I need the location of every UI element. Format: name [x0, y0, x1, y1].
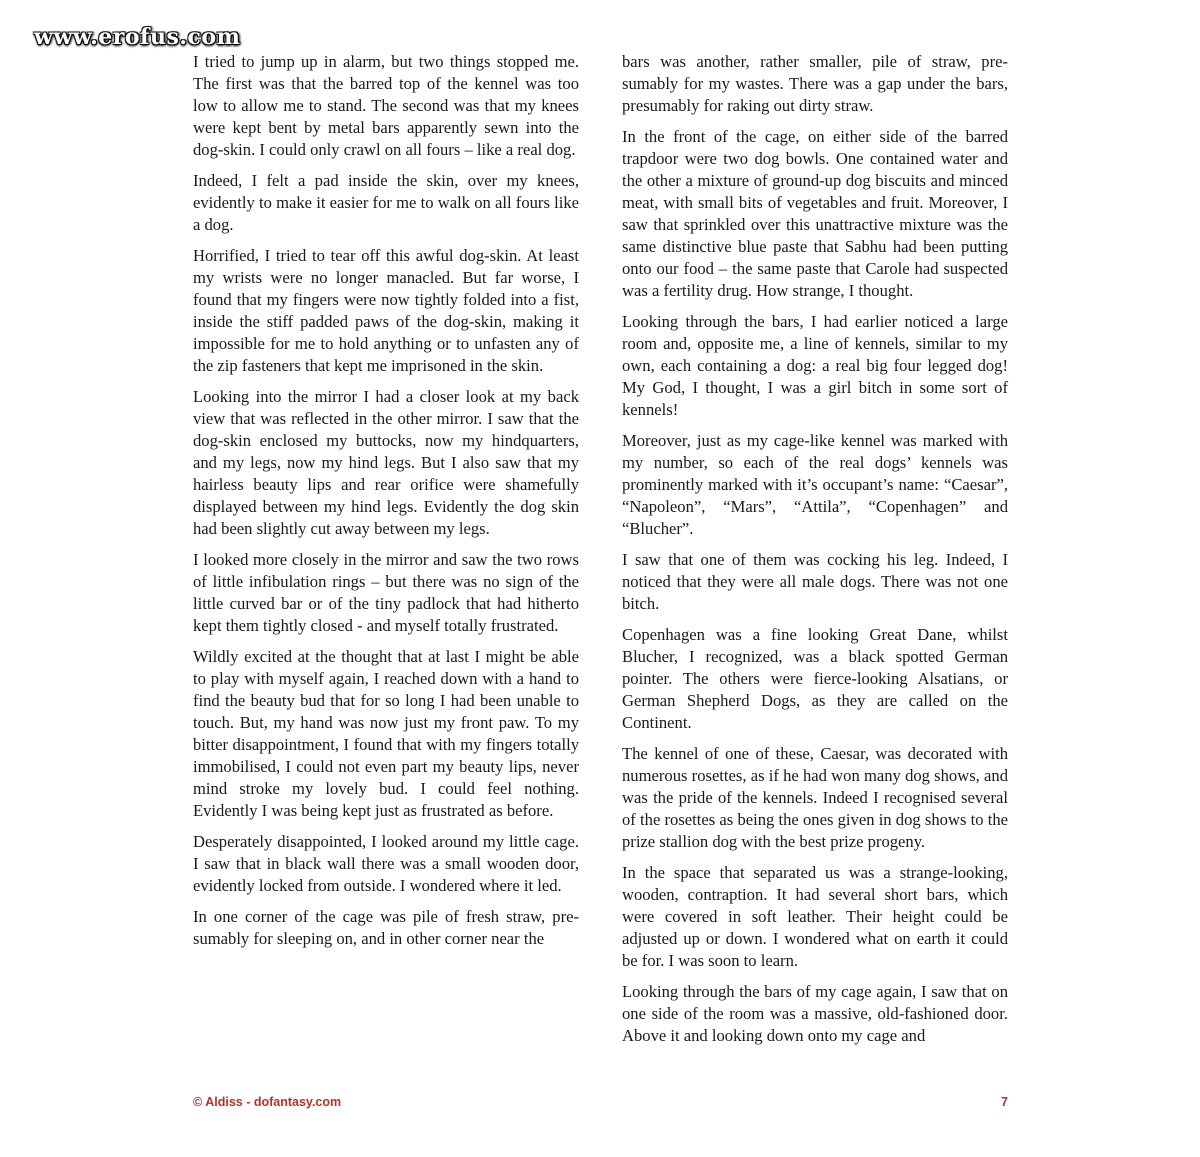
- paragraph: Wildly excited at the thought that at last I might be able to play with myself again, I reached down with a hand to find the beauty bud that for so long I had been unable to touch. But, my hand was now just my front paw. To my bitter disappointment, I found that with my fingers totally immobilised, I could not even part my beauty lips, never mind stroke my lovely bud. I could feel nothing. Evidently I was being kept just as frustrated as before.: [193, 647, 579, 820]
- paragraph: In one corner of the cage was pile of fresh straw, presumably for sleeping on, and in other corner near the: [193, 907, 579, 948]
- paragraph: I saw that one of them was cocking his leg. Indeed, I noticed that they were all male dogs. There was not one bitch.: [622, 550, 1008, 613]
- right-column: [622, 51, 1008, 1056]
- paragraph: bars was another, rather smaller, pile of straw, presumably for my wastes. There was a gap under the bars, presumably for raking out dirty straw.: [622, 52, 1008, 115]
- footer-copyright: © Aldiss - dofantasy.com: [193, 1095, 342, 1109]
- paragraph: Looking into the mirror I had a closer look at my back view that was reflected in the other mirror. I saw that the dog-skin enclosed my buttocks, now my hindquarters, and my legs, now my hind legs. But I also saw that my hairless beauty lips and rear orifice were shamefully displayed between my hind legs. Evidently the dog skin had been slightly cut away between my legs.: [193, 387, 579, 538]
- paragraph: Looking through the bars of my cage again, I saw that on one side of the room was a massive, old-fashioned door. Above it and looking down onto my cage and: [622, 982, 1008, 1045]
- paragraph: Horrified, I tried to tear off this awful dog-skin. At least my wrists were no longer manacled. But far worse, I found that my fingers were now tightly folded into a fist, inside the stiff padded paws of the dog-skin, making it impossible for me to hold anything or to unfasten any of the zip fasteners that kept me imprisoned in the skin.: [193, 246, 579, 375]
- paragraph: Indeed, I felt a pad inside the skin, over my knees, evidently to make it easier for me to walk on all fours like a dog.: [193, 171, 579, 234]
- page-number: 7: [1001, 1095, 1008, 1109]
- paragraph: In the front of the cage, on either side of the barred trapdoor were two dog bowls. One contained water and the other a mixture of ground-up dog biscuits and minced meat, with small bits of vegetables and fruit. Moreover, I saw that sprinkled over this unattractive mixture was the same distinctive blue paste that Sabhu had been putting onto our food – the same paste that Carole had suspected was a fertility drug. How strange, I thought.: [622, 127, 1008, 300]
- paragraph: I tried to jump up in alarm, but two things stopped me. The first was that the barred top of the kennel was too low to allow me to stand. The second was that my knees were kept bent by metal bars apparently sewn into the dog-skin. I could only crawl on all fours – like a real dog.: [193, 52, 579, 159]
- paragraph: Copenhagen was a fine looking Great Dane, whilst Blucher, I recognized, was a black spotted German pointer. The others were fierce-looking Alsatians, or German Shepherd Dogs, as they are called on the Continent.: [622, 625, 1008, 732]
- paragraph: I looked more closely in the mirror and saw the two rows of little infibulation rings – but there was no sign of the little curved bar or of the tiny padlock that had hitherto kept them tightly closed - and myself totally frustrated.: [193, 550, 579, 635]
- paragraph: The kennel of one of these, Caesar, was decorated with numerous rosettes, as if he had won many dog shows, and was the pride of the kennels. Indeed I recognised several of the rosettes as being the ones given in dog shows to the prize stallion dog with the best prize progeny.: [622, 744, 1008, 851]
- paragraph: Looking through the bars, I had earlier noticed a large room and, opposite me, a line of kennels, similar to my own, each containing a dog: a real big four legged dog! My God, I thought, I was a girl bitch in some sort of kennels!: [622, 312, 1008, 419]
- paragraph: In the space that separated us was a strange-looking, wooden, contraption. It had several short bars, which were covered in soft leather. Their height could be adjusted up or down. I wondered what on earth it could be for. I was soon to learn.: [622, 863, 1008, 970]
- paragraph: Moreover, just as my cage-like kennel was marked with my number, so each of the real dogs’ kennels was prominently marked with it’s occupant’s name: “Caesar”, “Napoleon”, “Mars”, “Attila”, “Copenhagen” and “Blucher”.: [622, 431, 1008, 538]
- watermark: www.erofus.com: [34, 24, 241, 50]
- left-column: [193, 51, 579, 959]
- paragraph: Desperately disappointed, I looked around my little cage. I saw that in black wall there was a small wooden door, evidently locked from outside. I wondered where it led.: [193, 832, 579, 895]
